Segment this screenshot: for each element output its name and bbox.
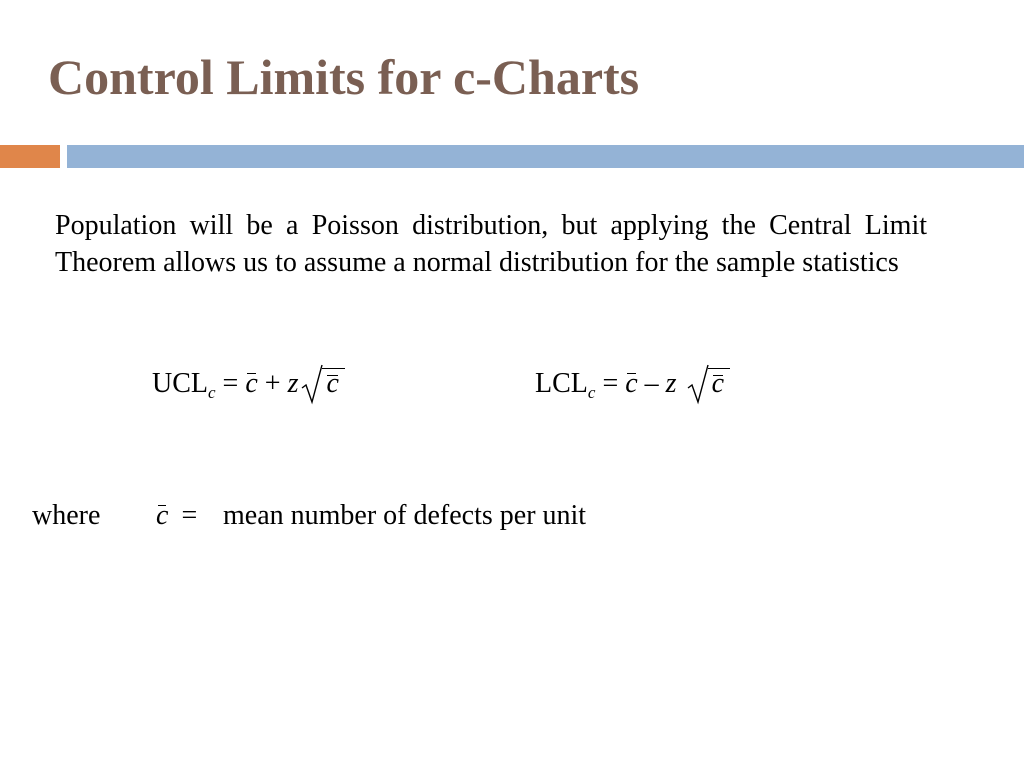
lcl-label: LCL [535,368,588,399]
ucl-operator: + [264,368,281,399]
ucl-radicand: c [326,368,339,399]
accent-bar-orange [0,145,60,168]
sqrt-icon [686,362,710,406]
accent-bar-blue [67,145,1024,168]
where-symbol-row [156,500,197,532]
ucl-sqrt [300,368,344,400]
lcl-operator: – [644,368,659,399]
where-label: where [32,500,101,531]
ucl-label: UCL [152,368,208,399]
ucl-subscript: c [208,383,216,402]
body-paragraph: Population will be a Poisson distribution, but applying the Central Limit Theorem allows us to assume a normal distribution for the sample statistics [55,210,927,278]
where-mean-c: c [156,500,169,531]
ucl-mean-c: c [245,368,258,399]
lcl-equals: = [602,368,619,399]
where-definition: mean number of defects per unit [223,500,587,531]
lcl-formula [535,368,730,403]
ucl-formula [152,368,345,403]
slide-title: Control Limits for c-Charts [48,49,640,105]
where-equals: = [181,500,198,531]
lcl-radicand: c [711,368,725,399]
lcl-z: z [665,368,677,399]
sqrt-icon [300,362,324,406]
ucl-equals: = [222,368,239,399]
lcl-mean-c: c [625,368,638,399]
lcl-sqrt [686,368,730,400]
lcl-subscript: c [587,383,596,402]
ucl-z: z [287,368,299,399]
